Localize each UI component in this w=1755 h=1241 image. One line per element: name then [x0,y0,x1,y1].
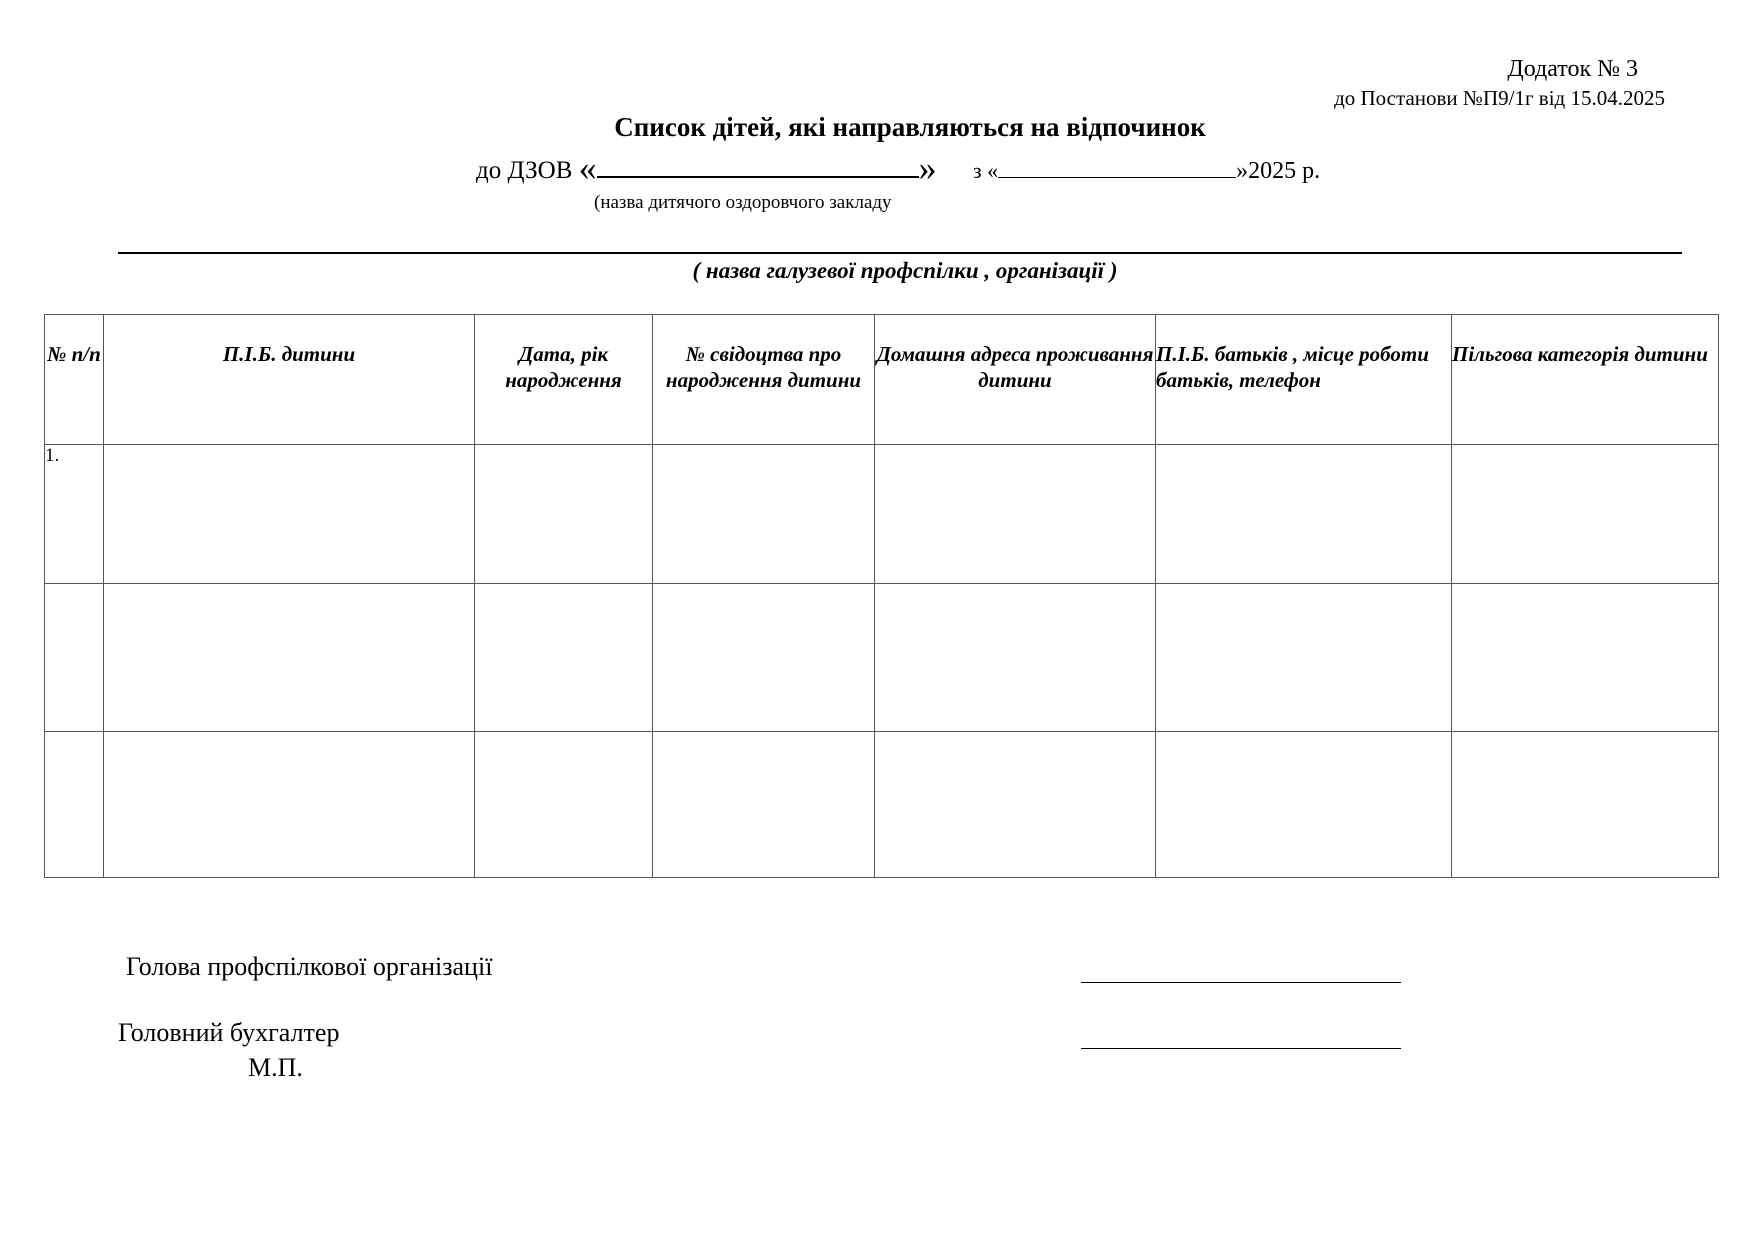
org-caption: ( назва галузевої профспілки , організації ) [692,258,1118,283]
table-cell[interactable] [45,584,104,732]
table-header-row [45,315,1719,445]
date-from-label: з « [972,158,999,183]
table-cell[interactable] [45,732,104,878]
table-cell[interactable] [875,584,1156,732]
table-cell[interactable] [104,445,475,584]
col-header-birth-date: Дата, рік народження [475,315,653,445]
table-cell[interactable]: 1. [45,445,104,584]
table-cell[interactable] [1452,584,1719,732]
camp-line [476,148,1321,188]
col-header-parents: П.І.Б. батьків , місце роботи батьків, телефон [1156,315,1452,445]
camp-name-blank[interactable] [597,152,919,178]
table-cell[interactable] [475,732,653,878]
table-cell[interactable] [653,445,875,584]
appendix-number: Додаток № 3 [1507,56,1638,82]
head-signature-label: Голова профспілкової організації [126,952,493,981]
camp-prefix: до ДЗОВ [476,157,573,184]
table-cell[interactable] [875,732,1156,878]
table-cell[interactable] [653,584,875,732]
accountant-signature-line[interactable] [1081,1048,1401,1049]
col-header-home-address: Домашня адреса проживання дитини [875,315,1156,445]
table-cell[interactable] [653,732,875,878]
col-header-child-name: П.І.Б. дитини [104,315,475,445]
table-cell[interactable] [104,732,475,878]
table-cell[interactable] [475,584,653,732]
accountant-signature-label: Головний бухгалтер [118,1018,340,1047]
table-cell[interactable] [1452,732,1719,878]
head-signature-line[interactable] [1081,982,1401,983]
date-from-blank[interactable] [998,157,1236,178]
table-cell[interactable] [104,584,475,732]
col-header-benefit-category: Пільгова категорія дитини [1452,315,1719,445]
stamp-label: М.П. [248,1053,303,1082]
table-row [45,445,1719,584]
children-table [44,314,1719,878]
year-suffix: »2025 р. [1236,158,1321,184]
table-cell[interactable] [1156,445,1452,584]
table-cell[interactable] [1452,445,1719,584]
col-header-birth-certificate: № свідоцтва про народження дитини [653,315,875,445]
table-cell[interactable] [875,445,1156,584]
table-cell[interactable] [475,445,653,584]
table-row [45,732,1719,878]
table-row [45,584,1719,732]
appendix-reference: до Постанови №П9/1г від 15.04.2025 [1334,86,1665,110]
document-title: Список дітей, які направляються на відпочинок [614,112,1206,142]
col-header-number: № п/п [45,315,104,445]
camp-close-quote: » [918,148,937,188]
org-name-blank[interactable] [118,252,1682,254]
camp-caption: (назва дитячого оздоровчого закладу [594,192,892,213]
table-cell[interactable] [1156,584,1452,732]
camp-open-quote: « [578,148,597,188]
table-cell[interactable] [1156,732,1452,878]
